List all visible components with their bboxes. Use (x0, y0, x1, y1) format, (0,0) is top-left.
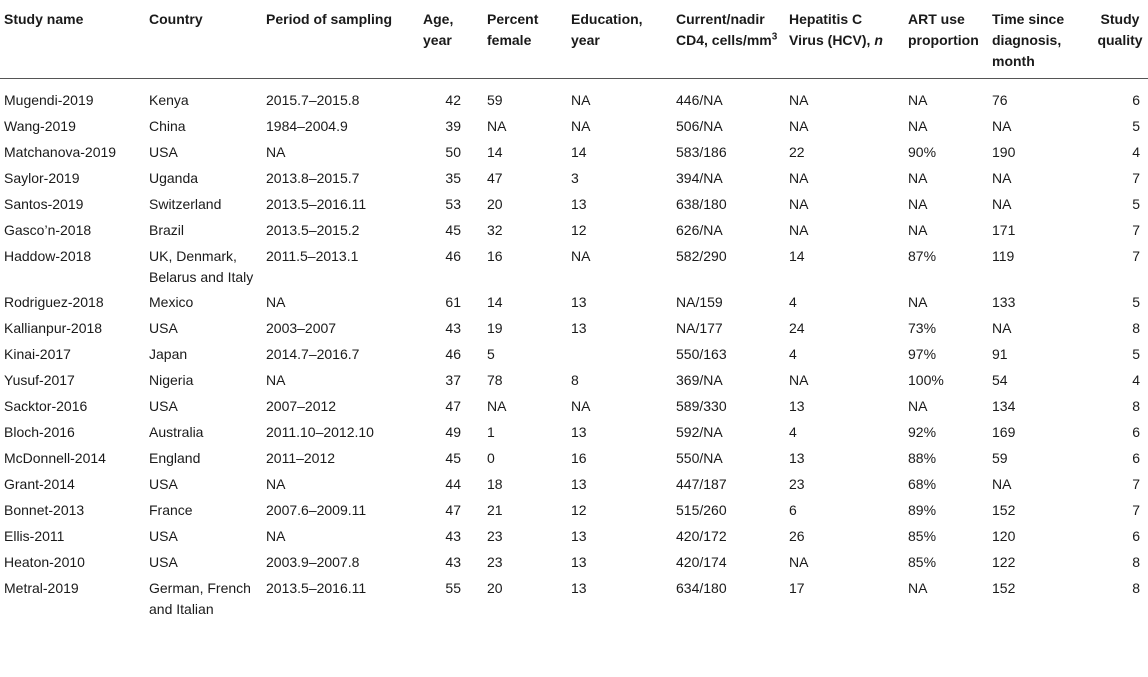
cell-country: Australia (149, 424, 204, 440)
table-row (0, 166, 1148, 192)
cell-country: Kenya (149, 92, 189, 108)
cell-percent-female: 0 (487, 450, 495, 466)
cell-art-proportion: 90% (908, 144, 937, 160)
cell-time-since-diagnosis: NA (992, 196, 1012, 212)
cell-hcv: 13 (789, 398, 805, 414)
table-row (0, 576, 1148, 622)
cell-country: USA (149, 476, 178, 492)
cell-study-quality: 7 (1132, 170, 1140, 186)
cell-education: NA (571, 92, 591, 108)
table-row (0, 218, 1148, 244)
cell-hcv: NA (789, 196, 809, 212)
cell-percent-female: 14 (487, 294, 503, 310)
cell-period: 2013.8–2015.7 (266, 170, 360, 186)
cell-time-since-diagnosis: 76 (992, 92, 1008, 108)
cell-country: UK, Denmark, Belarus and Italy (149, 248, 254, 285)
cell-art-proportion: NA (908, 170, 928, 186)
cell-percent-female: 18 (487, 476, 503, 492)
cell-art-proportion: 85% (908, 528, 937, 544)
cell-time-since-diagnosis: 169 (992, 424, 1016, 440)
cell-study-quality: 6 (1132, 528, 1140, 544)
cell-education: 13 (571, 528, 587, 544)
cell-study-quality: 5 (1132, 196, 1140, 212)
cell-cd4: 420/172 (676, 528, 727, 544)
header-art: ART use proportion (904, 0, 988, 79)
cell-cd4: 589/330 (676, 398, 727, 414)
cell-age: 50 (445, 144, 461, 160)
cell-cd4: 583/186 (676, 144, 727, 160)
cell-percent-female: 59 (487, 92, 503, 108)
table-row (0, 342, 1148, 368)
cell-art-proportion: 92% (908, 424, 937, 440)
cell-education: 12 (571, 222, 587, 238)
cell-hcv: NA (789, 222, 809, 238)
cell-cd4: 550/163 (676, 346, 727, 362)
cell-study-name: Matchanova-2019 (4, 144, 117, 160)
cell-study-quality: 4 (1132, 144, 1140, 160)
cell-art-proportion: NA (908, 196, 928, 212)
cell-study-quality: 7 (1132, 222, 1140, 238)
cell-country: Brazil (149, 222, 185, 238)
cell-education: 16 (571, 450, 587, 466)
cell-art-proportion: NA (908, 92, 928, 108)
cell-percent-female: 21 (487, 502, 503, 518)
cell-period: 2007–2012 (266, 398, 337, 414)
table-row (0, 140, 1148, 166)
cell-age: 44 (445, 476, 461, 492)
cell-percent-female: 23 (487, 528, 503, 544)
table-header (0, 0, 1148, 79)
cell-study-name: Wang-2019 (4, 118, 76, 134)
cell-age: 43 (445, 528, 461, 544)
cell-study-name: McDonnell-2014 (4, 450, 106, 466)
cell-hcv: 26 (789, 528, 805, 544)
table-row (0, 550, 1148, 576)
table-row (0, 316, 1148, 342)
cell-country: Uganda (149, 170, 199, 186)
header-cd4-superscript: 3 (771, 31, 778, 43)
cell-time-since-diagnosis: 120 (992, 528, 1016, 544)
cell-time-since-diagnosis: NA (992, 476, 1012, 492)
cell-hcv: 13 (789, 450, 805, 466)
cell-percent-female: NA (487, 118, 507, 134)
cell-education: NA (571, 398, 591, 414)
cell-education: 13 (571, 554, 587, 570)
cell-art-proportion: 85% (908, 554, 937, 570)
cell-percent-female: 16 (487, 248, 503, 264)
cell-education: NA (571, 118, 591, 134)
cell-study-quality: 8 (1132, 320, 1140, 336)
cell-study-name: Kinai-2017 (4, 346, 71, 362)
cell-period: 1984–2004.9 (266, 118, 348, 134)
cell-cd4: NA/159 (676, 294, 723, 310)
cell-education: 13 (571, 476, 587, 492)
cell-age: 47 (445, 398, 461, 414)
cell-percent-female: 20 (487, 580, 503, 596)
cell-study-quality: 5 (1132, 294, 1140, 310)
cell-time-since-diagnosis: 59 (992, 450, 1008, 466)
cell-study-quality: 5 (1132, 118, 1140, 134)
cell-study-quality: 8 (1132, 554, 1140, 570)
header-row (0, 0, 1148, 79)
cell-time-since-diagnosis: 133 (992, 294, 1016, 310)
cell-cd4: 369/NA (676, 372, 723, 388)
cell-study-name: Sacktor-2016 (4, 398, 88, 414)
cell-cd4: NA/177 (676, 320, 723, 336)
cell-age: 47 (445, 502, 461, 518)
cell-study-name: Bonnet-2013 (4, 502, 85, 518)
cell-study-name: Kallianpur-2018 (4, 320, 103, 336)
header-hcv (785, 0, 904, 79)
cell-hcv: 17 (789, 580, 805, 596)
cell-education: 3 (571, 170, 579, 186)
header-percent-female: Percent female (483, 0, 567, 79)
header-cd4-text: Current/nadir CD4, cells/mm (676, 11, 772, 48)
cell-study-quality: 7 (1132, 476, 1140, 492)
table-row (0, 446, 1148, 472)
cell-period: 2013.5–2015.2 (266, 222, 360, 238)
cell-cd4: 447/187 (676, 476, 727, 492)
cell-art-proportion: 100% (908, 372, 944, 388)
header-education: Education, year (567, 0, 672, 79)
table-row (0, 420, 1148, 446)
cell-time-since-diagnosis: NA (992, 320, 1012, 336)
cell-study-quality: 8 (1132, 580, 1140, 596)
cell-time-since-diagnosis: 134 (992, 398, 1016, 414)
cell-art-proportion: NA (908, 118, 928, 134)
header-cd4 (672, 0, 785, 79)
cell-age: 55 (445, 580, 461, 596)
cell-education: 14 (571, 144, 587, 160)
cell-hcv: 4 (789, 346, 797, 362)
cell-time-since-diagnosis: 91 (992, 346, 1008, 362)
cell-study-name: Gasco’n-2018 (4, 222, 92, 238)
cell-period: NA (266, 528, 286, 544)
cell-country: German, French and Italian (149, 580, 251, 617)
cell-hcv: NA (789, 118, 809, 134)
cell-study-quality: 5 (1132, 346, 1140, 362)
cell-study-name: Heaton-2010 (4, 554, 85, 570)
cell-country: Mexico (149, 294, 194, 310)
cell-period: NA (266, 294, 286, 310)
cell-country: USA (149, 144, 178, 160)
cell-country: France (149, 502, 193, 518)
cell-study-quality: 6 (1132, 450, 1140, 466)
cell-percent-female: 32 (487, 222, 503, 238)
cell-education: 13 (571, 196, 587, 212)
cell-hcv: 24 (789, 320, 805, 336)
cell-study-quality: 6 (1132, 92, 1140, 108)
cell-cd4: 446/NA (676, 92, 723, 108)
cell-study-name: Mugendi-2019 (4, 92, 94, 108)
header-hcv-text: Hepatitis C Virus (HCV), (789, 11, 871, 48)
cell-percent-female: 1 (487, 424, 495, 440)
cell-hcv: 4 (789, 294, 797, 310)
cell-time-since-diagnosis: 171 (992, 222, 1016, 238)
cell-cd4: 515/260 (676, 502, 727, 518)
cell-percent-female: NA (487, 398, 507, 414)
cell-time-since-diagnosis: 119 (992, 248, 1015, 264)
cell-period: 2011–2012 (266, 450, 336, 466)
cell-age: 43 (445, 554, 461, 570)
cell-age: 45 (445, 222, 461, 238)
cell-education (567, 342, 672, 368)
cell-time-since-diagnosis: 152 (992, 502, 1016, 518)
cell-percent-female: 78 (487, 372, 503, 388)
cell-age: 42 (445, 92, 461, 108)
cell-age: 43 (445, 320, 461, 336)
cell-cd4: 582/290 (676, 248, 727, 264)
cell-country: USA (149, 398, 178, 414)
cell-art-proportion: 68% (908, 476, 937, 492)
cell-period: NA (266, 372, 286, 388)
table-row (0, 472, 1148, 498)
cell-art-proportion: 97% (908, 346, 937, 362)
cell-period: 2003.9–2007.8 (266, 554, 360, 570)
cell-hcv: NA (789, 554, 809, 570)
table-row (0, 290, 1148, 316)
cell-age: 61 (445, 294, 461, 310)
cell-age: 53 (445, 196, 461, 212)
cell-study-name: Metral-2019 (4, 580, 79, 596)
cell-art-proportion: 73% (908, 320, 937, 336)
cell-hcv: NA (789, 170, 809, 186)
cell-period: 2013.5–2016.11 (266, 196, 367, 212)
cell-hcv: 23 (789, 476, 805, 492)
cell-percent-female: 20 (487, 196, 503, 212)
cell-percent-female: 23 (487, 554, 503, 570)
cell-study-quality: 4 (1132, 372, 1140, 388)
cell-art-proportion: NA (908, 398, 928, 414)
cell-study-name: Haddow-2018 (4, 248, 92, 264)
cell-hcv: NA (789, 92, 809, 108)
cell-education: 8 (571, 372, 579, 388)
cell-period: 2011.10–2012.10 (266, 424, 374, 440)
table-row (0, 244, 1148, 290)
header-time: Time since diagnosis, month (988, 0, 1092, 79)
header-hcv-n: n (874, 32, 883, 48)
cell-education: 13 (571, 424, 587, 440)
cell-country: Nigeria (149, 372, 194, 388)
cell-time-since-diagnosis: 54 (992, 372, 1008, 388)
table-row (0, 79, 1148, 115)
cell-cd4: 506/NA (676, 118, 723, 134)
cell-cd4: 394/NA (676, 170, 723, 186)
cell-art-proportion: 88% (908, 450, 937, 466)
cell-age: 37 (445, 372, 461, 388)
cell-cd4: 420/174 (676, 554, 727, 570)
header-quality: Study quality (1092, 0, 1148, 79)
cell-art-proportion: NA (908, 580, 928, 596)
cell-time-since-diagnosis: 152 (992, 580, 1016, 596)
cell-percent-female: 19 (487, 320, 503, 336)
cell-country: USA (149, 320, 178, 336)
table-body (0, 79, 1148, 623)
cell-age: 39 (445, 118, 461, 134)
cell-period: 2003–2007 (266, 320, 337, 336)
table-row (0, 192, 1148, 218)
header-study-name: Study name (0, 0, 145, 79)
cell-time-since-diagnosis: NA (992, 170, 1012, 186)
cell-country: Switzerland (149, 196, 222, 212)
cell-period: 2014.7–2016.7 (266, 346, 360, 362)
cell-period: 2007.6–2009.11 (266, 502, 367, 518)
cell-hcv: 14 (789, 248, 805, 264)
cell-country: USA (149, 528, 178, 544)
cell-education: 13 (571, 580, 587, 596)
cell-time-since-diagnosis: 190 (992, 144, 1016, 160)
cell-art-proportion: NA (908, 222, 928, 238)
cell-art-proportion: NA (908, 294, 928, 310)
cell-study-name: Saylor-2019 (4, 170, 80, 186)
cell-country: England (149, 450, 201, 466)
table-row (0, 368, 1148, 394)
cell-time-since-diagnosis: NA (992, 118, 1012, 134)
cell-study-name: Grant-2014 (4, 476, 75, 492)
cell-age: 46 (445, 346, 461, 362)
cell-period: 2015.7–2015.8 (266, 92, 360, 108)
cell-education: NA (571, 248, 591, 264)
header-age: Age, year (419, 0, 483, 79)
cell-study-quality: 7 (1132, 502, 1140, 518)
cell-age: 46 (445, 248, 461, 264)
table-row (0, 114, 1148, 140)
cell-cd4: 550/NA (676, 450, 723, 466)
cell-hcv: NA (789, 372, 809, 388)
cell-cd4: 634/180 (676, 580, 727, 596)
header-country: Country (145, 0, 262, 79)
cell-hcv: 6 (789, 502, 797, 518)
cell-time-since-diagnosis: 122 (992, 554, 1016, 570)
cell-study-quality: 6 (1132, 424, 1140, 440)
cell-study-name: Ellis-2011 (4, 528, 65, 544)
cell-study-name: Bloch-2016 (4, 424, 75, 440)
cell-country: Japan (149, 346, 188, 362)
cell-age: 35 (445, 170, 461, 186)
cell-percent-female: 47 (487, 170, 503, 186)
cell-period: NA (266, 476, 286, 492)
cell-cd4: 592/NA (676, 424, 723, 440)
cell-age: 49 (445, 424, 461, 440)
cell-cd4: 626/NA (676, 222, 723, 238)
cell-art-proportion: 89% (908, 502, 937, 518)
cell-cd4: 638/180 (676, 196, 727, 212)
cell-art-proportion: 87% (908, 248, 937, 264)
cell-education: 12 (571, 502, 587, 518)
cell-country: China (149, 118, 186, 134)
cell-study-quality: 7 (1132, 248, 1140, 264)
cell-period: 2013.5–2016.11 (266, 580, 367, 596)
cell-study-name: Rodriguez-2018 (4, 294, 104, 310)
cell-country: USA (149, 554, 178, 570)
table-row (0, 524, 1148, 550)
cell-hcv: 22 (789, 144, 805, 160)
header-period: Period of sampling (262, 0, 419, 79)
cell-education: 13 (571, 294, 587, 310)
cell-period: 2011.5–2013.1 (266, 248, 359, 264)
table-row (0, 394, 1148, 420)
cell-study-quality: 8 (1132, 398, 1140, 414)
cell-hcv: 4 (789, 424, 797, 440)
cell-study-name: Santos-2019 (4, 196, 84, 212)
cell-education: 13 (571, 320, 587, 336)
cell-period: NA (266, 144, 286, 160)
cell-study-name: Yusuf-2017 (4, 372, 75, 388)
cell-age: 45 (445, 450, 461, 466)
cell-percent-female: 14 (487, 144, 503, 160)
table-row (0, 498, 1148, 524)
cell-percent-female: 5 (487, 346, 495, 362)
